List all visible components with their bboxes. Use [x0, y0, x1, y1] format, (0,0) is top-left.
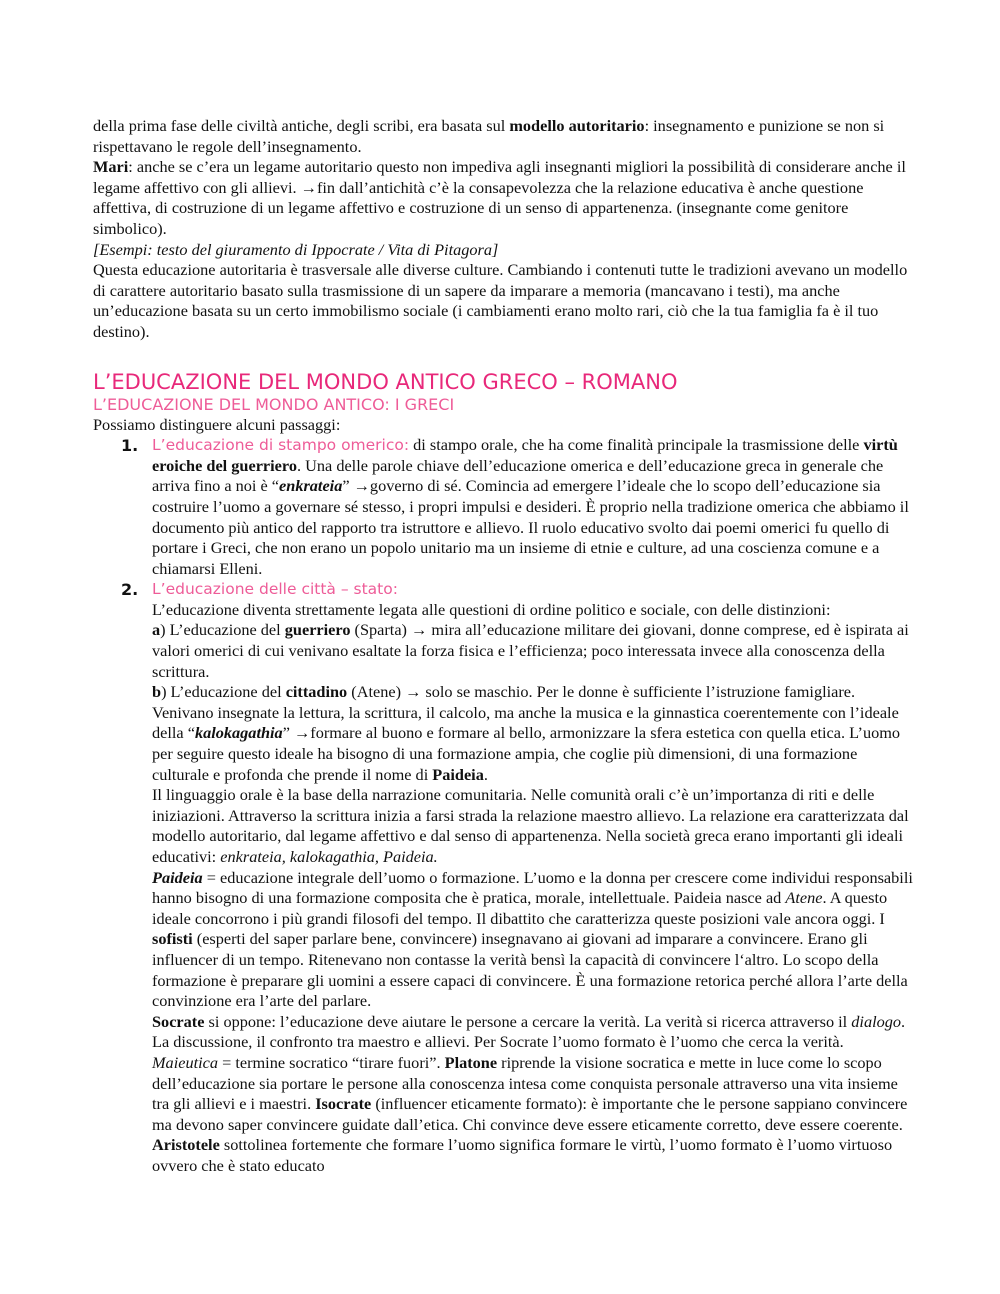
list-item-heading: L’educazione delle città – stato:: [152, 580, 398, 599]
list-item-2-intro: L’educazione diventa strettamente legata alle questioni di ordine politico e sociale, con delle distinzioni:: [152, 599, 831, 619]
arrow-icon: →: [411, 620, 428, 640]
text: della prima fase delle civiltà antiche, degli scribi, era basata sul: [93, 116, 510, 135]
intro-paragraph-2: [93, 157, 913, 239]
arrow-icon: →: [405, 682, 422, 702]
text: . Una delle parole chiave dell’educazione omerica e dell’educazione greca in generale che arriva fino a noi è “: [152, 455, 884, 496]
text: . A questo ideale concorrono i più grandi filosofi del tempo. Il dibattito che caratterizza queste posizioni vale ancora oggi. I: [152, 888, 888, 928]
intro-paragraph-1: [93, 116, 913, 157]
philosophers-paragraph: [152, 1012, 913, 1177]
heading-2: L’EDUCAZIONE DEL MONDO ANTICO: I GRECI: [93, 394, 455, 414]
list-number: 2.: [121, 580, 139, 600]
list-item-1: [93, 435, 913, 579]
text: .: [483, 764, 488, 784]
text: . La discussione, il confronto tra maestro e allievi. Per Socrate l’uomo formato è l’uomo che cerca la verità.: [152, 1011, 906, 1052]
italic-text: Atene: [785, 888, 823, 908]
bold-term: guerriero: [284, 620, 351, 640]
bold-term: Platone: [444, 1052, 498, 1072]
bold-term: modello autoritario: [509, 116, 645, 135]
bold-term: Paideia: [432, 764, 484, 784]
bold-term: Aristotele: [152, 1135, 220, 1155]
bold-term: Socrate: [152, 1011, 205, 1031]
text: : insegnamento e punizione se non si rispettavano le regole dell’insegnamento.: [93, 116, 885, 156]
bold-italic-term: enkrateia: [279, 476, 343, 496]
text: Il linguaggio orale è la base della narrazione comunitaria. Nelle comunità orali c’è un’importanza di riti e delle iniziazioni. Attraverso la scrittura inizia a farsi strada la relazione maestro allievo. La relazione era caratterizzata dal modello autoritario, dal legame affettivo e dal senso di appartenenza. Nella società greca erano importanti gli ideali educativi:: [152, 785, 909, 866]
text: : anche se c’era un legame autoritario questo non impediva agli insegnanti migliori la possibilità di considerare anche il legame affettivo con gli allievi.: [93, 157, 906, 197]
italic-text: [Esempi: testo del giuramento di Ippocrate / Vita di Pitagora]: [93, 239, 499, 259]
bold-term: cittadino: [285, 682, 348, 702]
text: di stampo orale, che ha come finalità principale la trasmissione delle: [409, 435, 864, 455]
text: (esperti del saper parlare bene, convincere) insegnavano ai giovani ad imparare a convincere. Erano gli influencer di un tempo. Ritenevano non contasse la verità bensì la capacità di convincere l‘altro. Lo scopo della formazione è preparare gli uomini a essere capaci di convincere. È una formazione retorica perché allora l’arte della convinzione era l’arte del parlare.: [152, 929, 908, 1011]
paideia-paragraph: [152, 868, 913, 1012]
sub-letter: b: [152, 682, 162, 702]
text: ) L’educazione del: [160, 620, 285, 640]
bold-italic-term: Paideia: [152, 867, 203, 887]
bold-term: sofisti: [152, 929, 193, 949]
lead-text: Possiamo distinguere alcuni passaggi:: [93, 414, 341, 434]
arrow-icon: →: [300, 177, 317, 197]
intro-examples: [93, 240, 913, 261]
sub-item-b: [152, 682, 913, 785]
list-number: 1.: [121, 436, 139, 456]
text: riprende la visione socratica e mette in luce come lo scopo dell’educazione sia portare le persone alla conoscenza intesa come conquista personale attraverso una vita insieme tra gli allievi e i maestri.: [152, 1052, 898, 1114]
text: mira all’educazione militare dei giovani, donne comprese, ed è ispirata ai valori omerici di cui venivano esaltate la forza fisica e l’efficienza; poco interessata invece alla conoscenza della scrittura.: [152, 620, 909, 681]
text: solo se maschio. Per le donne è sufficiente l’istruzione famigliare. Venivano insegnate la lettura, la scrittura, il calcolo, ma anche la musica e la ginnastica coerentemente con l’ideale della “: [152, 682, 899, 743]
text: governo di sé. Comincia ad emergere l’ideale che lo scopo dell’educazione sia costruire l’uomo a governare sé stesso, i propri impulsi e desideri. È proprio nella tradizione omerica che abbiamo il documento più antico del rapporto tra istruttore e allievo. Il ruolo educativo svolto dai poemi omerici fu quello di portare i Greci, che non erano un popolo unitario ma un insieme di etnie e culture, ad una coscienza comune e a chiamarsi Elleni.: [152, 476, 909, 578]
list-item-heading: L’educazione di stampo omerico:: [152, 436, 410, 455]
bold-term: Isocrate: [315, 1094, 372, 1114]
text: (Sparta): [350, 620, 412, 640]
italic-text: dialogo: [851, 1011, 902, 1031]
oral-language-paragraph: [152, 785, 913, 867]
heading-1: L’EDUCAZIONE DEL MONDO ANTICO GRECO – ROMANO: [93, 369, 678, 394]
text: ) L’educazione del: [161, 682, 286, 702]
bold-italic-term: kalokagathia: [194, 723, 283, 743]
list-item-2-heading-line: [152, 579, 913, 600]
text: (Atene): [347, 682, 406, 702]
italic-text: enkrateia, kalokagathia, Paideia.: [220, 847, 438, 866]
bold-term: Mari: [93, 157, 129, 177]
list-item-1-text: [152, 435, 913, 579]
text: = termine socratico “tirare fuori”.: [218, 1052, 445, 1072]
arrow-icon: →: [353, 476, 370, 496]
arrow-icon: →: [294, 723, 311, 743]
document-body: [93, 116, 913, 1177]
text: sottolinea fortemente che formare l’uomo significa formare le virtù, l’uomo formato è l’uomo virtuoso ovvero che è stato educato: [152, 1135, 893, 1175]
sub-letter: a: [152, 620, 161, 640]
text: formare al buono e formare al bello, armonizzare la sfera estetica con quella etica. L’uomo per seguire questo ideale ha bisogno di una formazione ampia, che coglie più dimensioni, di una formazione culturale e profonda che prende il nome di: [152, 723, 901, 784]
text: ”: [282, 723, 294, 743]
intro-paragraph-4: Questa educazione autoritaria è trasversale alle diverse culture. Cambiando i contenuti tutte le tradizioni avevano un modello di carattere autoritario basato sulla trasmissione di un sapere da imparare a memoria (mancavano i testi), ma anche un’educazione basata su un certo immobilismo sociale (i cambiamenti erano molto rari, ciò che la tua famiglia fa è il tuo destino).: [93, 260, 908, 341]
sub-item-a: [152, 620, 913, 682]
text: si oppone: l’educazione deve aiutare le persone a cercare la verità. La verità si ricerca attraverso il: [204, 1011, 852, 1031]
text: fin dall’antichità c’è la consapevolezza che la relazione educativa è anche questione affettiva, di costruzione di un legame affettivo e costruzione di un senso di appartenenza. (insegnante come genitore simbolico).: [93, 177, 864, 238]
bold-term: virtù eroiche del guerriero: [152, 435, 898, 475]
text: = educazione integrale dell’uomo o formazione. L’uomo e la donna per crescere come individui responsabili hanno bisogno di una formazione composita che è pratica, morale, intellettuale. Paideia nasce ad: [152, 867, 913, 908]
text: (influencer eticamente formato): è importante che le persone sappiano convincere ma devono saper convincere guidate dall’etica. Chi convince deve essere eticamente corretto, deve essere coerente.: [152, 1094, 908, 1134]
italic-text: Maieutica: [152, 1052, 219, 1072]
list-item-2: [93, 579, 913, 1176]
text: ”: [342, 476, 354, 496]
